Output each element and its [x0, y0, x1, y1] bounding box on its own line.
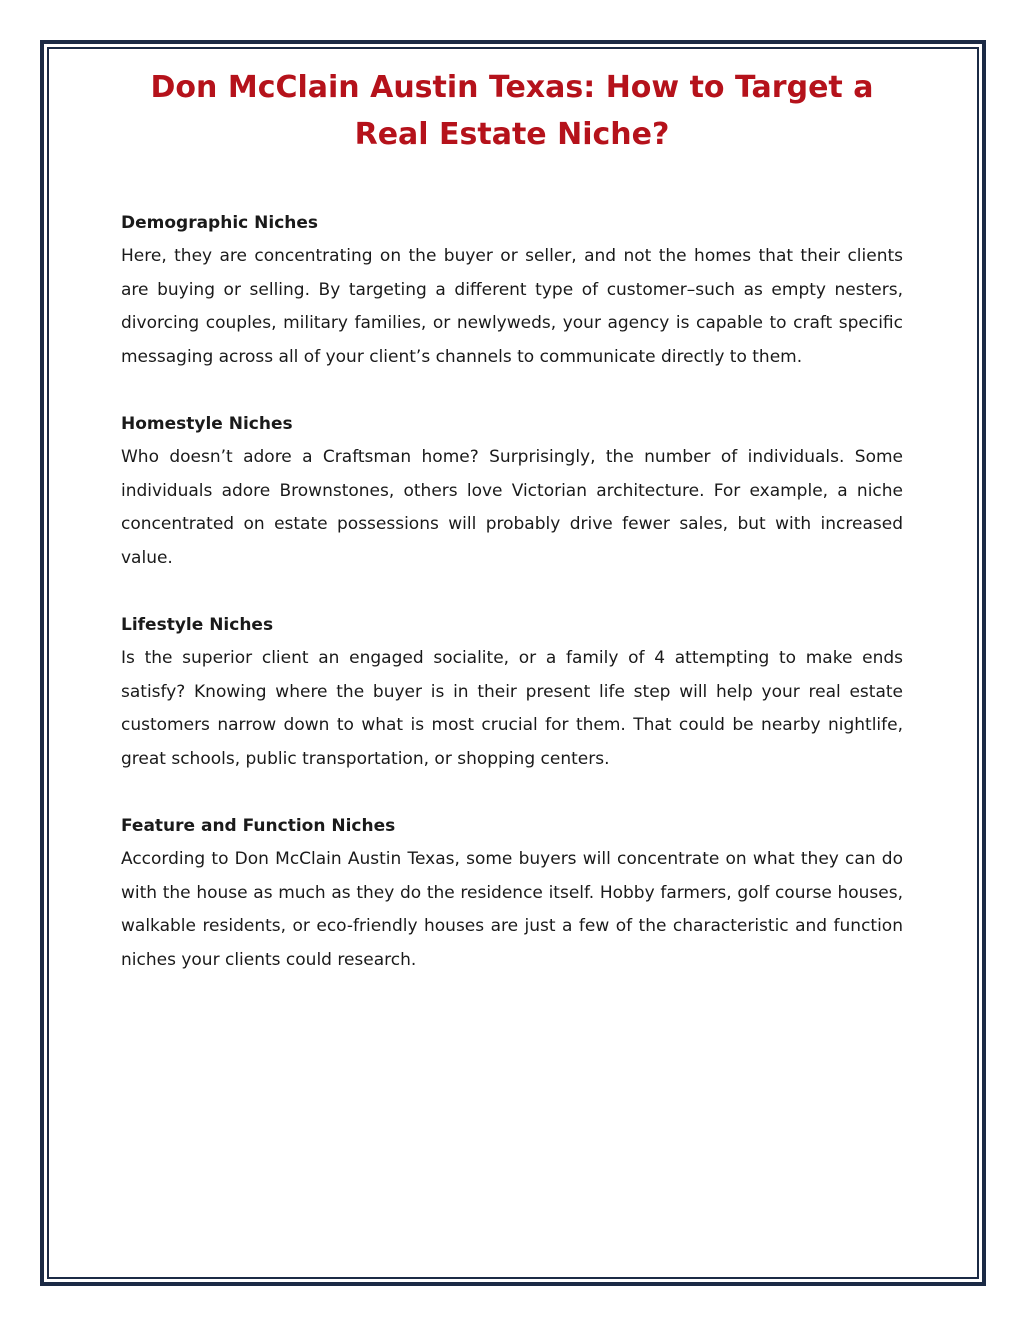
- section-body: According to Don McClain Austin Texas, some buyers will concentrate on what they can do with the house as much as they do the residence itself. Hobby farmers, golf course houses, walkable residents, or eco-friendly houses are just a few of the characteristic and function niches your clients could research.: [121, 849, 903, 970]
- page-title: Don McClain Austin Texas: How to Target a Real Estate Niche?: [150, 70, 874, 152]
- section-heading: Homestyle Niches: [121, 414, 293, 434]
- section-heading: Feature and Function Niches: [121, 816, 396, 836]
- section-heading: Demographic Niches: [121, 213, 319, 233]
- section-body: Is the superior client an engaged socialite, or a family of 4 attempting to make ends satisfy? Knowing where the buyer is in their present life step will help your real estate customers narrow down to what is most crucial for them. That could be nearby nightlife, great schools, public transportation, or shopping centers.: [121, 648, 903, 769]
- section-heading: Lifestyle Niches: [121, 615, 274, 635]
- section-homestyle-niches: [121, 408, 903, 575]
- section-lifestyle-niches: [121, 609, 903, 776]
- section-body: Who doesn’t adore a Craftsman home? Surprisingly, the number of individuals. Some individuals adore Brownstones, others love Victorian architecture. For example, a niche concentrated on estate possessions will probably drive fewer sales, but with increased value.: [121, 447, 903, 568]
- section-demographic-niches: [121, 207, 903, 374]
- section-feature-function-niches: [121, 810, 903, 977]
- document-content: [121, 207, 903, 1011]
- section-body: Here, they are concentrating on the buyer or seller, and not the homes that their clients are buying or selling. By targeting a different type of customer–such as empty nesters, divorcing couples, military families, or newlyweds, your agency is capable to craft specific messaging across all of your client’s channels to communicate directly to them.: [121, 246, 903, 367]
